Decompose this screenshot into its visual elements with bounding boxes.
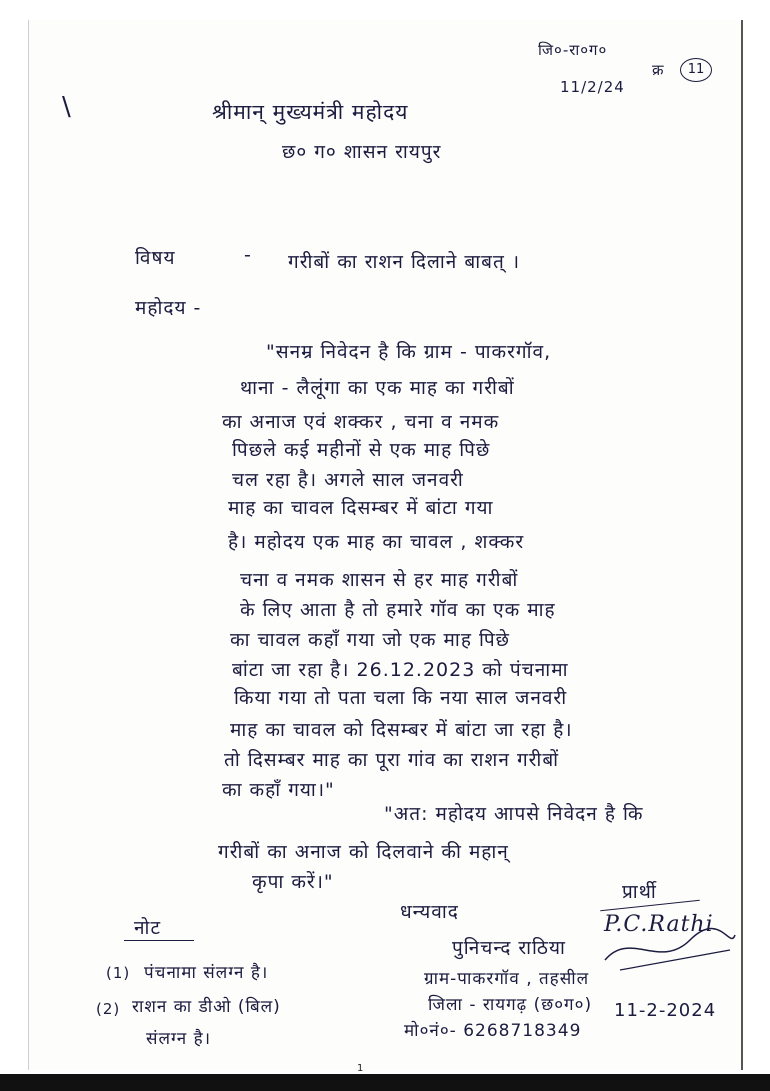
applicant-label: प्रार्थी: [622, 881, 657, 903]
body-line: चना व नमक शासन से हर माह गरीबों: [240, 569, 519, 591]
body-line: का अनाज एवं शक्कर , चना व नमक: [222, 411, 500, 433]
sender-date: 11-2-2024: [614, 1000, 717, 1021]
body-line: का चावल कहाँ गया जो एक माह पिछे: [230, 629, 510, 651]
stamp-date: 11/2/24: [560, 78, 625, 96]
signature-scribble: [600, 920, 740, 980]
sender-signature: P.C.Rathi: [604, 912, 714, 937]
thanks-text: धन्यवाद: [400, 901, 459, 923]
ref-number-circle: 11: [680, 58, 712, 82]
addressee-line-2: छ० ग० शासन रायपुर: [282, 141, 442, 163]
notes-underline: [124, 940, 194, 941]
body-line: माह का चावल को दिसम्बर में बांटा जा रहा है।: [230, 719, 573, 741]
sender-name: पुनिचन्द राठिया: [452, 937, 566, 959]
body-line: "सनम्र निवेदन है कि ग्राम - पाकरगॉव,: [266, 341, 552, 363]
page-number: 1: [357, 1063, 364, 1074]
body-line: है। महोदय एक माह का चावल , शक्कर: [228, 531, 525, 553]
sender-address: ग्राम-पाकरगॉव , तहसील: [424, 969, 590, 989]
addressee-line-1: श्रीमान् मुख्यमंत्री महोदय: [212, 100, 409, 124]
greeting: महोदय -: [135, 297, 202, 319]
sender-mobile: मो०नं०- 6268718349: [404, 1021, 582, 1041]
office-stamp-text: जि०-रा०ग०: [538, 41, 608, 59]
body-line: चल रहा है। अगले साल जनवरी: [232, 469, 464, 491]
body-line: किया गया तो पता चला कि नया साल जनवरी: [234, 687, 568, 709]
body-line: बांटा जा रहा है। 26.12.2023 को पंचनामा: [232, 659, 569, 681]
note-item: संलग्न है।: [146, 1029, 212, 1049]
request-line: गरीबों का अनाज को दिलवाने की महान्: [218, 841, 509, 863]
body-line: माह का चावल दिसम्बर में बांटा गया: [228, 497, 494, 519]
request-line: कृपा करें।": [252, 871, 334, 893]
note-item: पंचनामा संलग्न है।: [144, 963, 269, 983]
body-line: तो दिसम्बर माह का पूरा गांव का राशन गरीबों: [224, 749, 560, 771]
margin-mark: \: [62, 92, 72, 122]
note-number: (2): [96, 1000, 121, 1018]
note-number: (1): [106, 964, 131, 982]
subject-text: गरीबों का राशन दिलाने बाबत् ।: [288, 251, 521, 273]
notes-heading: नोट: [134, 917, 162, 939]
ref-prefix: क्र: [652, 61, 665, 79]
subject-label: विषय: [135, 247, 176, 269]
bottom-bar: [0, 1074, 770, 1091]
body-line: पिछले कई महीनों से एक माह पिछे: [232, 439, 491, 461]
subject-dash: -: [244, 244, 252, 266]
body-line: का कहाँ गया।": [222, 779, 335, 801]
note-item: राशन का डीओ (बिल): [132, 997, 281, 1017]
body-line: थाना - लैलूंगा का एक माह का गरीबों: [240, 377, 515, 399]
body-line: के लिए आता है तो हमारे गॉव का एक माह: [240, 599, 556, 621]
request-line: "अत: महोदय आपसे निवेदन है कि: [384, 803, 644, 825]
sender-district: जिला - रायगढ़ (छ०ग०): [428, 995, 593, 1015]
